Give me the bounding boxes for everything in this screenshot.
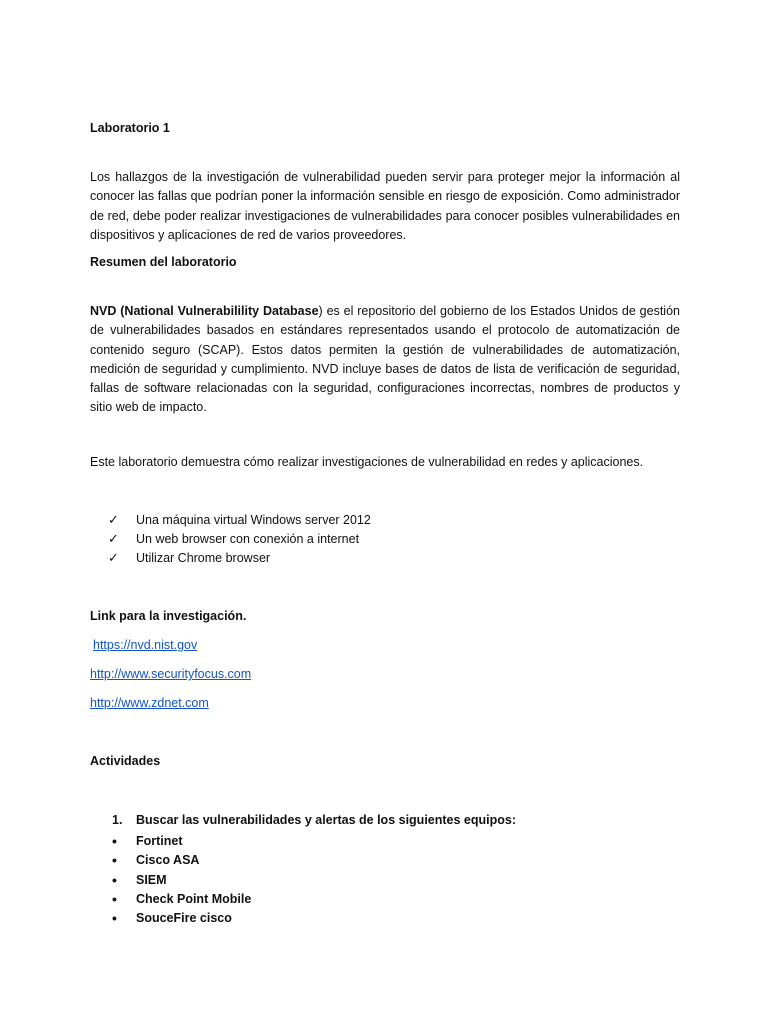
- device-name: Fortinet: [136, 834, 183, 848]
- activities-heading: Actividades: [90, 754, 161, 768]
- list-item: [112, 890, 251, 909]
- document-title: Laboratorio 1: [90, 121, 170, 135]
- requirements-list: [108, 511, 371, 568]
- requirement-text: Una máquina virtual Windows server 2012: [136, 513, 371, 527]
- task-number: 1.: [112, 813, 123, 827]
- nvd-bold-term: NVD (National Vulnerabilility Database: [90, 304, 319, 318]
- checkmark-icon: ✓: [108, 532, 119, 547]
- list-item: [108, 511, 371, 530]
- list-item: [112, 909, 251, 928]
- list-item: [108, 530, 371, 549]
- device-name: SIEM: [136, 872, 167, 887]
- links-heading: Link para la investigación.: [90, 609, 247, 623]
- bullet-icon: •: [112, 890, 117, 907]
- device-name: Check Point Mobile: [136, 891, 252, 906]
- intro-paragraph: Los hallazgos de la investigación de vulnerabilidad pueden servir para proteger mejor la información al conocer las fallas que podrían poner la información sensible en riesgo de exposición. Como administrador de red, debe poder realizar investigaciones de vulnerabilidades para conocer posibles vulnerabilidades en dispositivos y aplicaciones de red de varios proveedores.: [90, 170, 680, 242]
- bullet-icon: •: [112, 910, 117, 927]
- link-nvd[interactable]: https://nvd.nist.gov: [93, 638, 198, 652]
- device-name: SouceFire cisco: [136, 911, 232, 926]
- requirement-text: Un web browser con conexión a internet: [136, 532, 360, 546]
- nvd-paragraph: [90, 302, 680, 418]
- link-securityfocus[interactable]: http://www.securityfocus.com: [90, 667, 252, 681]
- list-item: [108, 549, 371, 568]
- checkmark-icon: ✓: [108, 513, 119, 528]
- nvd-description: ) es el repositorio del gobierno de los Estados Unidos de gestión de vulnerabilidades basados en estándares representados usando el protocolo de automatización de contenido seguro (SCAP). Estos datos permiten la gestión de vulnerabilidades de automatización, medición de seguridad y cumplimiento. NVD incluye bases de datos de lista de verificación de seguridad, fallas de software relacionadas con la seguridad, configuraciones incorrectas, nombres de productos y sitio web de impacto.: [90, 304, 680, 415]
- device-name: Cisco ASA: [136, 853, 200, 868]
- requirement-text: Utilizar Chrome browser: [136, 551, 271, 565]
- checkmark-icon: ✓: [108, 551, 119, 566]
- list-item: [112, 832, 251, 851]
- link-zdnet[interactable]: http://www.zdnet.com: [90, 696, 209, 710]
- task-item: [112, 813, 516, 827]
- lab-demo-paragraph: Este laboratorio demuestra cómo realizar investigaciones de vulnerabilidad en redes y aplicaciones.: [90, 455, 644, 469]
- devices-list: [112, 832, 251, 928]
- bullet-icon: •: [112, 871, 117, 888]
- summary-heading: Resumen del laboratorio: [90, 255, 237, 269]
- bullet-icon: •: [112, 833, 117, 849]
- task-text: Buscar las vulnerabilidades y alertas de los siguientes equipos:: [136, 813, 516, 827]
- list-item: [112, 871, 251, 890]
- list-item: [112, 851, 251, 870]
- bullet-icon: •: [112, 852, 117, 869]
